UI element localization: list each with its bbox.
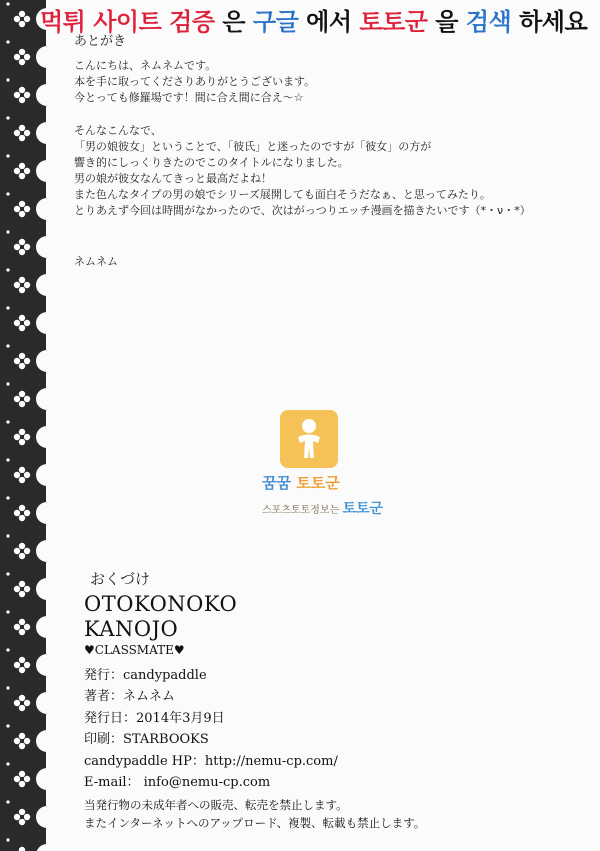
afterword-paragraph-1 bbox=[74, 58, 315, 106]
email-line: E-mail： info@nemu-cp.com bbox=[84, 775, 271, 790]
date-line: 発行日：2014年3月9日 bbox=[84, 711, 225, 726]
author-line: 著者：ネムネム bbox=[84, 689, 176, 704]
watermark-caption-part: 토토군 bbox=[296, 474, 340, 492]
afterword-line: 「男の娘彼女」ということで、「彼氏」と迷ったのですが「彼女」の方が bbox=[74, 140, 432, 153]
afterword-line: そんなこんなで、 bbox=[74, 124, 162, 137]
colophon-heading: おくづけ bbox=[90, 570, 151, 588]
homepage-line: candypaddle HP：http://nemu-cp.com/ bbox=[84, 754, 338, 769]
notice-line-2: またインターネットへのアップロード、複製、転載も禁止します。 bbox=[84, 816, 426, 830]
afterword-title: あとがき bbox=[74, 34, 127, 49]
book-title bbox=[84, 592, 237, 642]
banner-text-6: 을 bbox=[435, 8, 458, 36]
book-title-line-2: KANOJO bbox=[84, 617, 179, 641]
banner-text-3: 구글 bbox=[252, 8, 299, 36]
afterword-line: こんにちは、ネムネムです。 bbox=[74, 59, 217, 72]
afterword-paragraph-2 bbox=[74, 123, 531, 219]
book-subtitle: ♥CLASSMATE♥ bbox=[84, 643, 185, 657]
watermark-caption bbox=[262, 472, 340, 493]
book-title-line-1: OTOKONOKO bbox=[84, 592, 238, 616]
banner-text-5: 토토군 bbox=[359, 8, 428, 36]
lace-border-decoration bbox=[0, 0, 46, 851]
afterword-line: 本を手に取ってくださりありがとうございます。 bbox=[74, 75, 316, 88]
banner-text-4: 에서 bbox=[306, 8, 352, 36]
notice-line-1: 当発行物の未成年者への販売、転売を禁止します。 bbox=[84, 798, 348, 812]
publisher-line: 発行：candypaddle bbox=[84, 668, 207, 683]
banner-text-1: 먹튀 사이트 검증 bbox=[40, 8, 215, 36]
afterword-signature: ネムネム bbox=[74, 255, 118, 268]
afterword-line: 男の娘が彼女なんてきっと最高だよね！ bbox=[74, 172, 272, 185]
watermark-subcaption-part: 스포츠토토정보는 bbox=[262, 505, 340, 516]
afterword-line: また色んなタイプの男の娘でシリーズ展開しても面白そうだなぁ、と思ってみたり。 bbox=[74, 188, 491, 201]
watermark-caption-part: 꿈꿈 bbox=[262, 474, 291, 492]
watermark-subcaption bbox=[262, 498, 383, 518]
watermark-logo-icon bbox=[280, 410, 338, 468]
afterword-line: 響き的にしっくりきたのでこのタイトルになりました。 bbox=[74, 156, 349, 169]
banner-text-7: 검색 bbox=[465, 8, 512, 36]
printer-line: 印刷：STARBOOKS bbox=[84, 732, 209, 747]
watermark-subcaption-part: 토토군 bbox=[342, 501, 384, 517]
afterword-line: とりあえず今回は時間がなかったので、次はがっつりエッチ漫画を描きたいです（*・ν・*） bbox=[74, 204, 531, 217]
banner-text-8: 하세요 bbox=[519, 8, 588, 36]
afterword-line: 今とっても修羅場です！間に合え間に合え～☆ bbox=[74, 91, 304, 104]
banner-text-2: 은 bbox=[222, 8, 246, 36]
